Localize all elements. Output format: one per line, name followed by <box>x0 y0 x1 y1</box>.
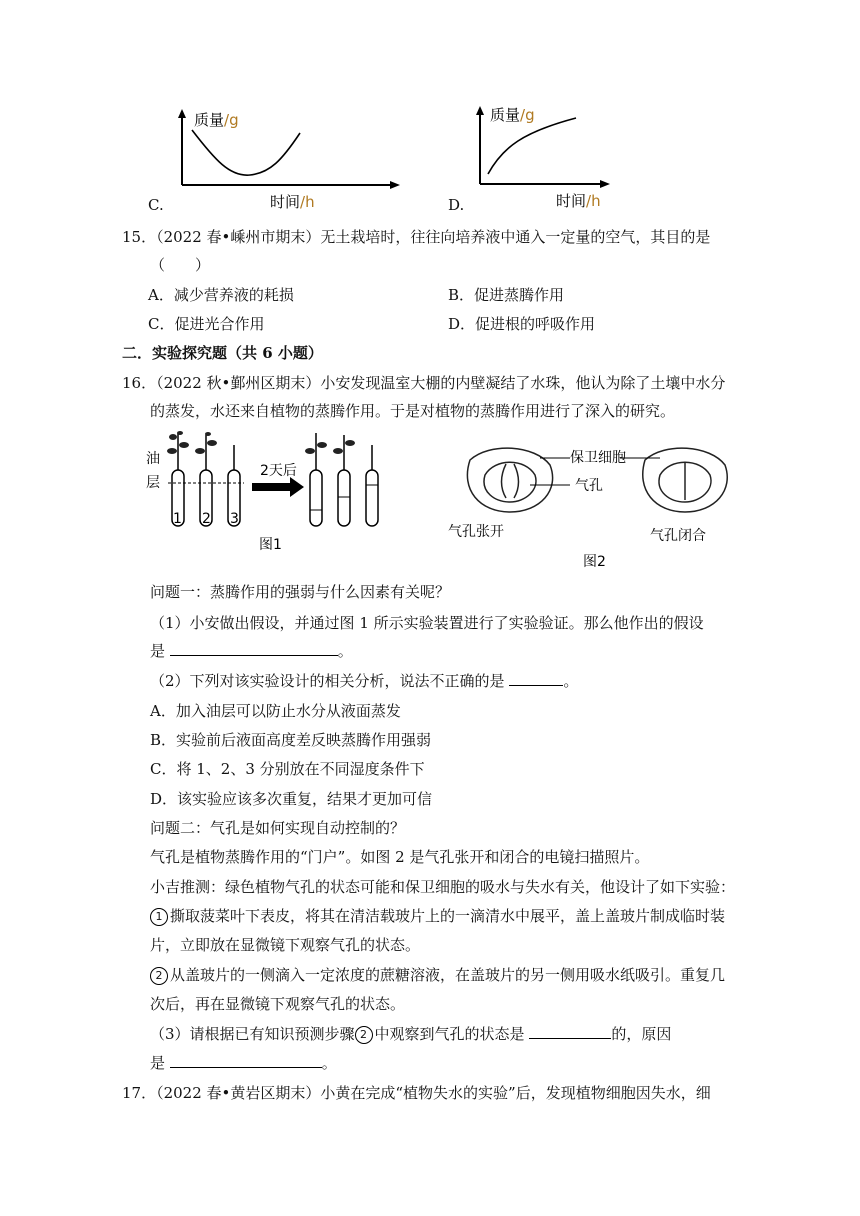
svg-text:2: 2 <box>202 511 211 527</box>
q16-step2-line2: 次后，再在显微镜下观察气孔的状态。 <box>150 995 406 1013</box>
q16-problem1: 问题一：蒸腾作用的强弱与什么因素有关呢？ <box>150 583 451 601</box>
svg-text:质量/g: 质量/g <box>194 111 239 129</box>
svg-text:气孔闭合: 气孔闭合 <box>650 528 706 544</box>
step-1-circle: 1 <box>150 908 168 926</box>
q16-option-c: C．将 1、2、3 分别放在不同湿度条件下 <box>150 760 425 778</box>
graph-d <box>468 102 618 212</box>
graph-c <box>170 105 410 213</box>
figure-2 <box>440 430 740 579</box>
svg-text:气孔: 气孔 <box>575 478 603 494</box>
q16-sub2: （2）下列对该实验设计的相关分析，说法不正确的是 。 <box>150 672 579 690</box>
section-heading: 二．实验探究题（共 6 小题） <box>122 344 323 362</box>
q16-step2-line1: 2 从盖玻片的一侧滴入一定浓度的蔗糖溶液，在盖玻片的另一侧用吸水纸吸引。重复几 <box>150 964 725 985</box>
q16-sub3-line1: （3）请根据已有知识预测步骤 2 中观察到气孔的状态是 的，原因 <box>150 1025 672 1043</box>
svg-text:层: 层 <box>146 475 160 491</box>
svg-text:油: 油 <box>146 451 160 467</box>
answer-blank-2[interactable] <box>509 671 563 686</box>
q15-paren: （ ） <box>150 256 211 274</box>
q16-option-b: B．实验前后液面高度差反映蒸腾作用强弱 <box>150 731 432 749</box>
q16-step1-line2: 片，立即放在显微镜下观察气孔的状态。 <box>150 936 421 954</box>
q16-stem-line1: 16．（2022 秋•鄞州区期末）小安发现温室大棚的内壁凝结了水珠，他认为除了土壤中水分 <box>122 374 726 392</box>
q16-para2: 小吉推测：绿色植物气孔的状态可能和保卫细胞的吸水与失水有关，他设计了如下实验： <box>150 878 736 896</box>
svg-text:2天后: 2天后 <box>260 463 297 479</box>
q16-sub1-line2: 是 。 <box>150 642 353 660</box>
q16-problem2: 问题二：气孔是如何实现自动控制的？ <box>150 819 406 837</box>
figure-1 <box>140 425 390 559</box>
svg-text:时间/h: 时间/h <box>556 192 601 210</box>
q16-sub1-line1: （1）小安做出假设，并通过图 1 所示实验装置进行了实验验证。那么他作出的假设 <box>150 614 704 632</box>
option-c-label: C. <box>148 196 164 214</box>
step-2-ref-circle: 2 <box>355 1026 373 1044</box>
option-d-label: D. <box>448 196 465 214</box>
answer-blank-4[interactable] <box>170 1053 322 1068</box>
svg-text:时间/h: 时间/h <box>270 193 315 211</box>
answer-blank-1[interactable] <box>170 641 338 656</box>
answer-blank-3[interactable] <box>529 1024 611 1039</box>
svg-text:1: 1 <box>173 511 182 527</box>
q16-sub3-line2: 是 。 <box>150 1054 337 1072</box>
q15-option-b: B．促进蒸腾作用 <box>448 286 565 304</box>
q15-option-d: D．促进根的呼吸作用 <box>448 315 596 333</box>
step-2-circle: 2 <box>150 967 168 985</box>
q16-option-d: D．该实验应该多次重复，结果才更加可信 <box>150 790 433 808</box>
svg-text:图2: 图2 <box>583 554 606 570</box>
q15-option-a: A．减少营养液的耗损 <box>148 286 294 304</box>
svg-text:保卫细胞: 保卫细胞 <box>570 450 626 466</box>
q15-stem: 15．（2022 春•嵊州市期末）无土栽培时，往往向培养液中通入一定量的空气，其目的是 <box>122 228 711 246</box>
q16-stem-line2: 的蒸发，水还来自植物的蒸腾作用。于是对植物的蒸腾作用进行了深入的研究。 <box>150 402 676 420</box>
q17-stem: 17．（2022 春•黄岩区期末）小黄在完成“植物失水的实验”后，发现植物细胞因失水，细 <box>122 1084 711 1102</box>
svg-text:图1: 图1 <box>259 537 282 553</box>
svg-text:气孔张开: 气孔张开 <box>448 524 504 540</box>
q15-option-c: C．促进光合作用 <box>148 315 265 333</box>
graph-c-curve <box>192 130 300 175</box>
q16-step1-line1: 1 撕取菠菜叶下表皮，将其在清洁载玻片上的一滴清水中展平，盖上盖玻片制成临时装 <box>150 905 725 926</box>
svg-text:质量/g: 质量/g <box>490 106 535 124</box>
svg-text:3: 3 <box>230 511 239 527</box>
graph-d-curve <box>488 118 576 174</box>
q16-option-a: A．加入油层可以防止水分从液面蒸发 <box>150 702 401 720</box>
q16-para1: 气孔是植物蒸腾作用的“门户”。如图 2 是气孔张开和闭合的电镜扫描照片。 <box>150 848 650 866</box>
